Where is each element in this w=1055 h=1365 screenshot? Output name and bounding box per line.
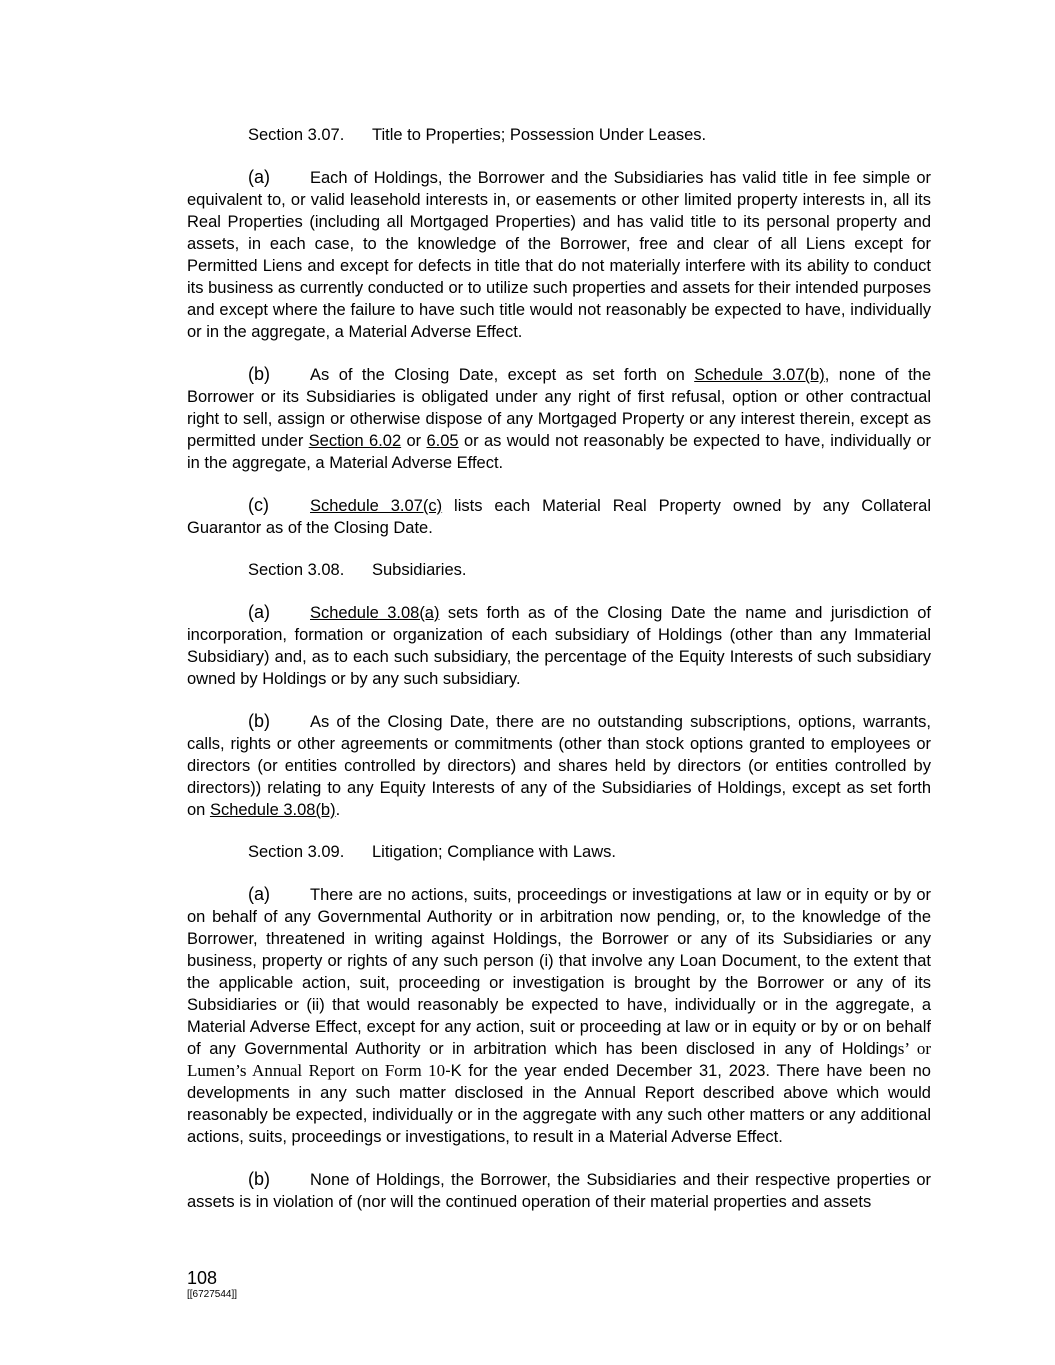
paragraph-label: (c) — [248, 495, 269, 515]
paragraph-label: (a) — [248, 167, 270, 187]
paragraph-text-serif: s’ or Lumen’s Annual Report on Form 10 — [187, 1039, 931, 1080]
paragraph-3-09-b — [187, 1168, 931, 1213]
paragraph-text: There are no actions, suits, proceedings or investigations at law or in equity or by or on behalf of any Governmental Authority or in arbitration now pending, or, to the knowledge of the Borrower, threatened in writing against Holdings, the Borrower or any of its Subsidiaries or any business, property or rights of any such person (i) that involve any Loan Document, to the extent that the applicable action, suit, proceeding or investigation is brought by the Borrower or any of its Subsidiaries or (ii) that would reasonably be expected to have, individually or in the aggregate, a Material Adverse Effect, except for any action, suit or proceeding at law or in equity or by or on behalf of any Governmental Authority or in arbitration which has been disclosed in any of Holding — [187, 886, 931, 1058]
section-heading-3-09 — [187, 841, 931, 863]
paragraph-label: (a) — [248, 602, 270, 622]
paragraph-text: -K for the year ended December 31, 2023. There have been no developments in any such matter disclosed in the Annual Report described above which would reasonably be expected, individually or in the aggregate with any such other matters or any additional actions, suits, proceedings or investigations, to result in a Material Adverse Effect. — [187, 1062, 931, 1146]
paragraph-text: None of Holdings, the Borrower, the Subsidiaries and their respective properties or assets is in violation of (nor will the continued operation of their material properties and assets — [187, 1171, 931, 1211]
schedule-reference: Schedule 3.08(a) — [310, 604, 440, 622]
paragraph-text: or as would not reasonably be expected to have, individually or in the aggregate, a Material Adverse Effect. — [187, 432, 931, 472]
section-title: Subsidiaries. — [372, 561, 467, 579]
schedule-reference: Schedule 3.08(b) — [209, 801, 336, 819]
section-reference: 6.05 — [426, 432, 459, 450]
schedule-reference: Schedule 3.07(c) — [310, 497, 443, 515]
paragraph-label: (b) — [248, 1169, 270, 1189]
paragraph-text: or — [401, 432, 427, 450]
page-footer — [187, 1267, 237, 1301]
paragraph-label: (b) — [248, 711, 270, 731]
paragraph-text: lists each Material Real Property owned by any Collateral Guarantor as of the Closing Date. — [187, 497, 931, 537]
paragraph-3-07-b — [187, 363, 931, 474]
paragraph-text: As of the Closing Date, except as set forth on — [310, 366, 695, 384]
document-body — [187, 124, 931, 1233]
section-heading-3-07 — [187, 124, 931, 146]
paragraph-text: , none of the Borrower or its Subsidiaries is obligated under any right of first refusal, option or other contractual right to sell, assign or otherwise dispose of any Mortgaged Property or any interest therein, except as permitted under — [187, 366, 932, 450]
section-heading-3-08 — [187, 559, 931, 581]
section-number: Section 3.09. — [248, 843, 345, 861]
document-id: [[6727544]] — [187, 1289, 238, 1300]
schedule-reference: Schedule 3.07(b) — [694, 366, 825, 384]
paragraph-text: . — [335, 801, 341, 819]
paragraph-3-09-a — [187, 883, 931, 1148]
section-title: Litigation; Compliance with Laws. — [372, 843, 616, 861]
section-number: Section 3.07. — [248, 126, 345, 144]
section-title: Title to Properties; Possession Under Leases. — [372, 126, 707, 144]
paragraph-label: (a) — [248, 884, 270, 904]
paragraph-text: As of the Closing Date, there are no outstanding subscriptions, options, warrants, calls, rights or other agreements or commitments (other than stock options granted to employees or directors (or entities controlled by directors) and shares held by directors (or entities controlled by directors)) relating to any Equity Interests of any of the Subsidiaries of Holdings, except as set forth on — [187, 713, 931, 819]
paragraph-3-07-a — [187, 166, 931, 343]
paragraph-text: sets forth as of the Closing Date the name and jurisdiction of incorporation, formation or organization of each subsidiary of Holdings (other than any Immaterial Subsidiary) and, as to each such subsidiary, the percentage of the Equity Interests of such subsidiary owned by Holdings or by any such subsidiary. — [187, 604, 931, 688]
section-number: Section 3.08. — [248, 561, 345, 579]
paragraph-label: (b) — [248, 364, 270, 384]
paragraph-3-07-c — [187, 494, 931, 539]
paragraph-3-08-b — [187, 710, 931, 821]
paragraph-text: Each of Holdings, the Borrower and the Subsidiaries has valid title in fee simple or equivalent to, or valid leasehold interests in, or easements or other limited property interests in, all its Real Properties (including all Mortgaged Properties) and has valid title to its personal property and assets, in each case, to the knowledge of the Borrower, free and clear of all Liens except for Permitted Liens and except for defects in title that do not materially interfere with its ability to conduct its business as currently conducted or to utilize such properties and assets for their intended purposes and except where the failure to have such title would not reasonably be expected to have, individually or in the aggregate, a Material Adverse Effect. — [187, 169, 931, 341]
page-number: 108 — [187, 1268, 218, 1288]
paragraph-3-08-a — [187, 601, 931, 690]
section-reference: Section 6.02 — [308, 432, 402, 450]
